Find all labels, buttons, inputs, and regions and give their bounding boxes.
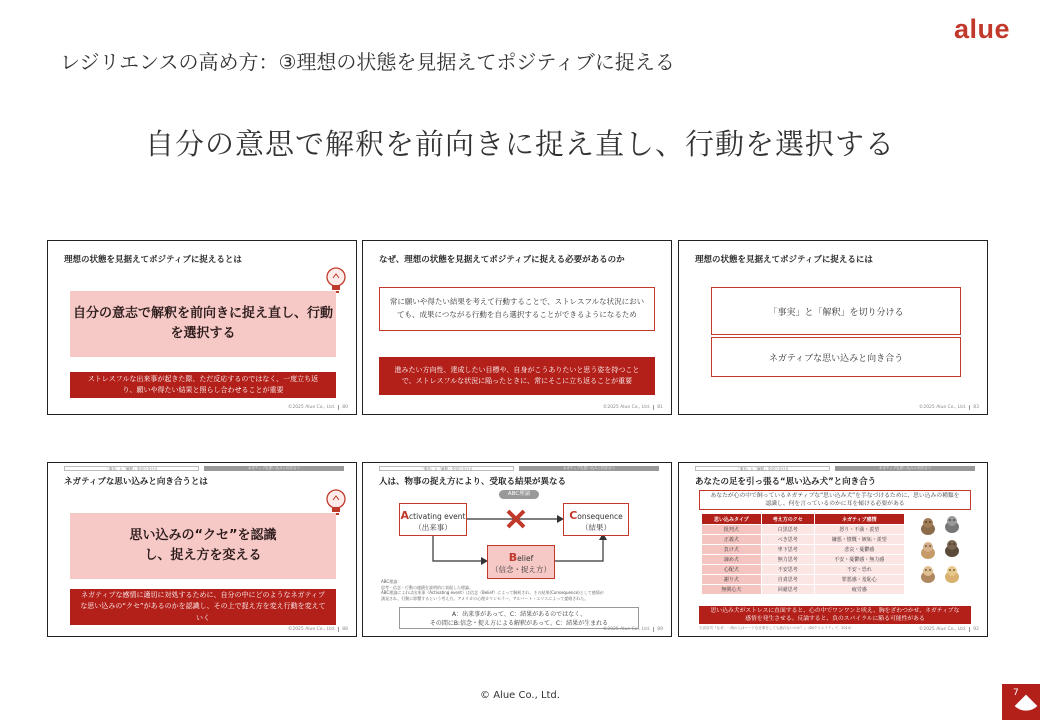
abc-theory-note: ABC理論： 思考・信念・行動の連鎖を説明的に表現した理論。 ABC理論によれば出来事（Activating event）は信念（Belief）によって解釈され、その結果(Consequence)として感情が 誘発され、行動に影響するという考え方。アメリカの心理カウンセラー、アルバート・エリスによって提唱された。	[381, 579, 604, 601]
section-tabs: 「事実」と「解釈」を切り分ける ネガティブな思い込みと向き合う	[695, 466, 975, 471]
dog-icon	[917, 539, 939, 561]
slide-headline: 自分の意思で解釈を前向きに捉え直し、行動を選択する	[144, 127, 895, 161]
table-row: 心配犬 不安思考 不安・恐れ	[702, 565, 905, 575]
table-row: 諦め犬 無力思考 不安・憂鬱感・無力感	[702, 555, 905, 565]
negative-belief-box: ネガティブな思い込みと向き合う	[711, 337, 961, 377]
thumbnail-slide-80[interactable]	[47, 240, 357, 415]
alue-logo: alue	[954, 14, 1011, 44]
thumb-heading: ネガティブな思い込みと向き合うとは	[64, 477, 208, 487]
thumb-heading: あなたの足を引っ張る“思い込み犬”と向き合う	[695, 477, 877, 487]
table-header: 考え方のクセ	[761, 514, 814, 525]
thumbnail-slide-92[interactable]	[678, 462, 988, 637]
thumb-heading: 理想の状態を見据えてポジティブに捉えるとは	[64, 255, 242, 265]
slide-title: レジリエンスの高め方：③理想の状態を見据えてポジティブに捉える	[60, 50, 675, 74]
table-header: ネガティブ感情	[814, 514, 904, 525]
table-row: 無関心犬 回避思考 疲労感	[702, 585, 905, 595]
table-row: 批判犬 白黒思考 怒り・不満・羨望	[702, 525, 905, 535]
fact-vs-interpretation-box: 「事実」と「解釈」を切り分ける	[711, 287, 961, 335]
thumbnail-slide-89[interactable]	[362, 462, 672, 637]
thumb-footer: ©2025 Alue Co., Ltd. 92	[918, 627, 979, 632]
thumbnail-slide-83[interactable]	[678, 240, 988, 415]
table-row: 正義犬 べき思考 嫌悪・憤慨・嫉妬・羨望	[702, 535, 905, 545]
dog-icon	[917, 563, 939, 585]
thumb-outline-message: 常に願いや得たい結果を考えて行動することで、ストレスフルな状況においても、成果につながる行動を自ら選択することができるようになるため	[379, 287, 655, 331]
section-tabs: 「事実」と「解釈」を切り分ける ネガティブな思い込みと向き合う	[64, 466, 344, 471]
thumb-intro-box: あなたが心の中で飼っているネガティブな“思い込み犬”を手なづけるために、思い込みの種類を認識し、何を言っているのかに耳を傾ける必要がある	[699, 490, 971, 510]
thumb-key-message: 思い込みの“クセ”を認識し、捉え方を変える	[70, 513, 336, 579]
thumb-footer: ©2025 Alue Co., Ltd. 88	[287, 627, 348, 632]
copyright: © Alue Co., Ltd.	[480, 690, 560, 701]
table-row: 謝り犬 自責思考 罪悪感・羞恥心	[702, 575, 905, 585]
alue-mark-icon	[1015, 695, 1038, 718]
thumb-red-note: ストレスフルな出来事が起きた際、ただ反応するのではなく、一度立ち返り、願いや得たい結果と照らし合わせることが重要	[70, 372, 336, 398]
dog-icon	[941, 513, 963, 535]
thumb-key-message: 自分の意志で解釈を前向きに捉え直し、行動を選択する	[70, 291, 336, 357]
thumb-footer: ©2025 Alue Co., Ltd. 83	[918, 405, 979, 410]
belief-dog-table	[701, 513, 905, 595]
thumb-heading: なぜ、理想の状態を見据えてポジティブに捉える必要があるのか	[379, 255, 625, 265]
thumb-footer: ©2025 Alue Co., Ltd. 80	[287, 405, 348, 410]
dog-icon	[941, 563, 963, 585]
abc-summary-box: A：出来事があって、C：結果があるのではなく、 その間にB:信念・捉え方による解釈があって、C：結果が生まれる	[399, 607, 639, 629]
thumb-red-note: ネガティブな感情に適切に対処するために、自分の中にどのようなネガティブな思い込みの“クセ”があるのかを認識し、その上で捉え方を変え行動を変えていく	[70, 589, 336, 625]
abc-theory-pill: ABC理論	[499, 490, 539, 499]
thumb-heading: 人は、物事の捉え方により、受取る結果が異なる	[379, 477, 567, 487]
thumb-heading: 理想の状態を見据えてポジティブに捉えるには	[695, 255, 873, 265]
thumb-footer: ©2025 Alue Co., Ltd. 81	[602, 405, 663, 410]
belief-box: Belief （信念・捉え方）	[487, 545, 555, 579]
thumbnail-slide-81[interactable]	[362, 240, 672, 415]
thumb-source: 久世浩司『なぜ、一流の人はハードな仕事をしても疲れないのか？』（SBクリエイティブ、2014）	[699, 626, 854, 630]
thumb-red-note: 進みたい方向性、達成したい目標や、自身がこうありたいと思う姿を持つことで、ストレスフルな状況に陥ったときに、常にそこに立ち返ることが重要	[379, 357, 655, 395]
page-number-badge	[1002, 684, 1040, 720]
dog-icon	[941, 537, 963, 559]
thumb-footer: ©2025 Alue Co., Ltd. 89	[602, 627, 663, 632]
thumb-red-note: 思い込み犬がストレスに直面すると、心の中でワンワンと吠え、胸をざわつかせ、ネガティブな感情を発生させる。反論すると、負のスパイラルに陥る可能性がある	[699, 606, 971, 624]
dog-icon	[917, 515, 939, 537]
table-header: 思い込みタイプ	[702, 514, 762, 525]
page-number: 7	[1013, 688, 1019, 698]
section-tabs: 「事実」と「解釈」を切り分ける ネガティブな思い込みと向き合う	[379, 466, 659, 471]
consequence-box: Consequence （結果）	[563, 503, 629, 536]
activating-event-box: Activating event （出来事）	[399, 503, 467, 536]
table-row: 負け犬 卑下思考 悲哀・憂鬱感	[702, 545, 905, 555]
thumbnail-slide-88[interactable]	[47, 462, 357, 637]
